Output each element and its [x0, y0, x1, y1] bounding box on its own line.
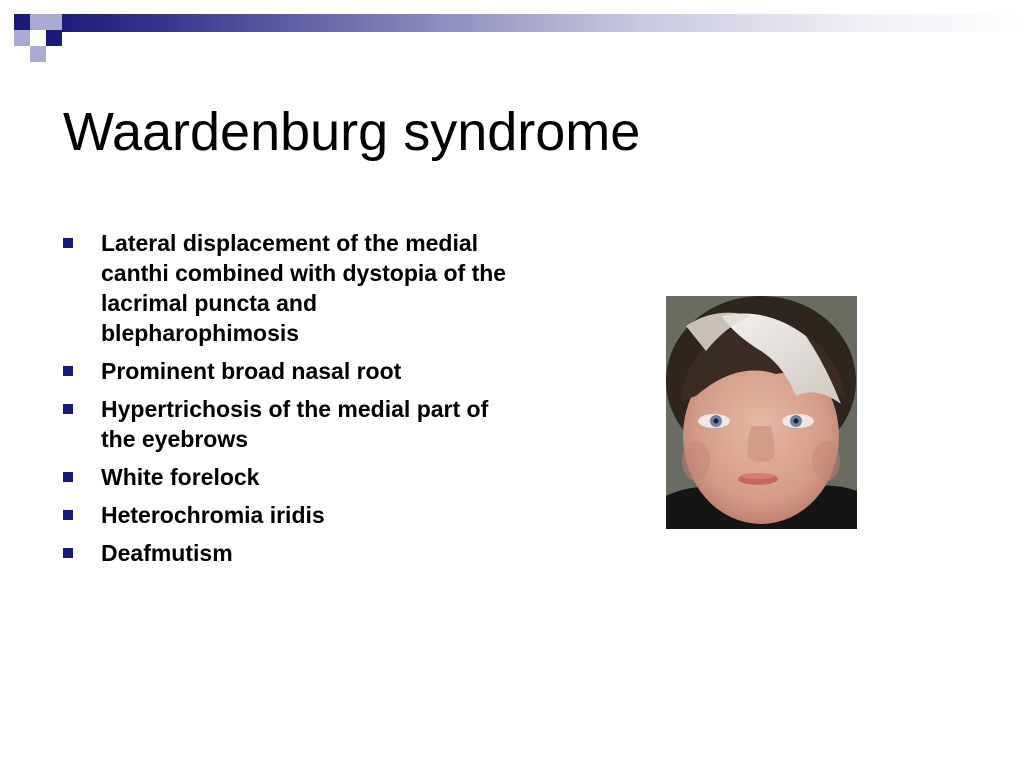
bullet-text: Heterochromia iridis [101, 502, 325, 528]
bullet-text: Deafmutism [101, 540, 233, 566]
square-bullet-icon [63, 238, 73, 248]
bullet-item [62, 538, 512, 568]
bullet-text: Prominent broad nasal root [101, 358, 402, 384]
bullet-item [62, 462, 512, 492]
square-bullet-icon [63, 404, 73, 414]
bullet-item [62, 228, 512, 348]
slide-title: Waardenburg syndrome [63, 102, 641, 162]
bullet-item [62, 356, 512, 386]
square-bullet-icon [63, 472, 73, 482]
bullet-text: Hypertrichosis of the medial part of the eyebrows [101, 396, 489, 452]
bullet-item [62, 500, 512, 530]
square-bullet-icon [63, 548, 73, 558]
header-gradient-band [62, 14, 1024, 32]
header-square-light [46, 14, 62, 30]
header-square-dark [14, 14, 30, 30]
bullet-text: Lateral displacement of the medial canthi combined with dystopia of the lacrimal puncta and blepharophimosis [101, 230, 507, 346]
patient-portrait-photo [666, 296, 857, 529]
square-bullet-icon [63, 366, 73, 376]
header-square-light [30, 46, 46, 62]
bullet-text: White forelock [101, 464, 260, 490]
header-square-light [14, 30, 30, 46]
square-bullet-icon [63, 510, 73, 520]
header-decoration [0, 0, 1024, 48]
header-square-light [30, 14, 46, 30]
bullet-list [62, 228, 512, 576]
bullet-item [62, 394, 512, 454]
header-square-dark [46, 30, 62, 46]
